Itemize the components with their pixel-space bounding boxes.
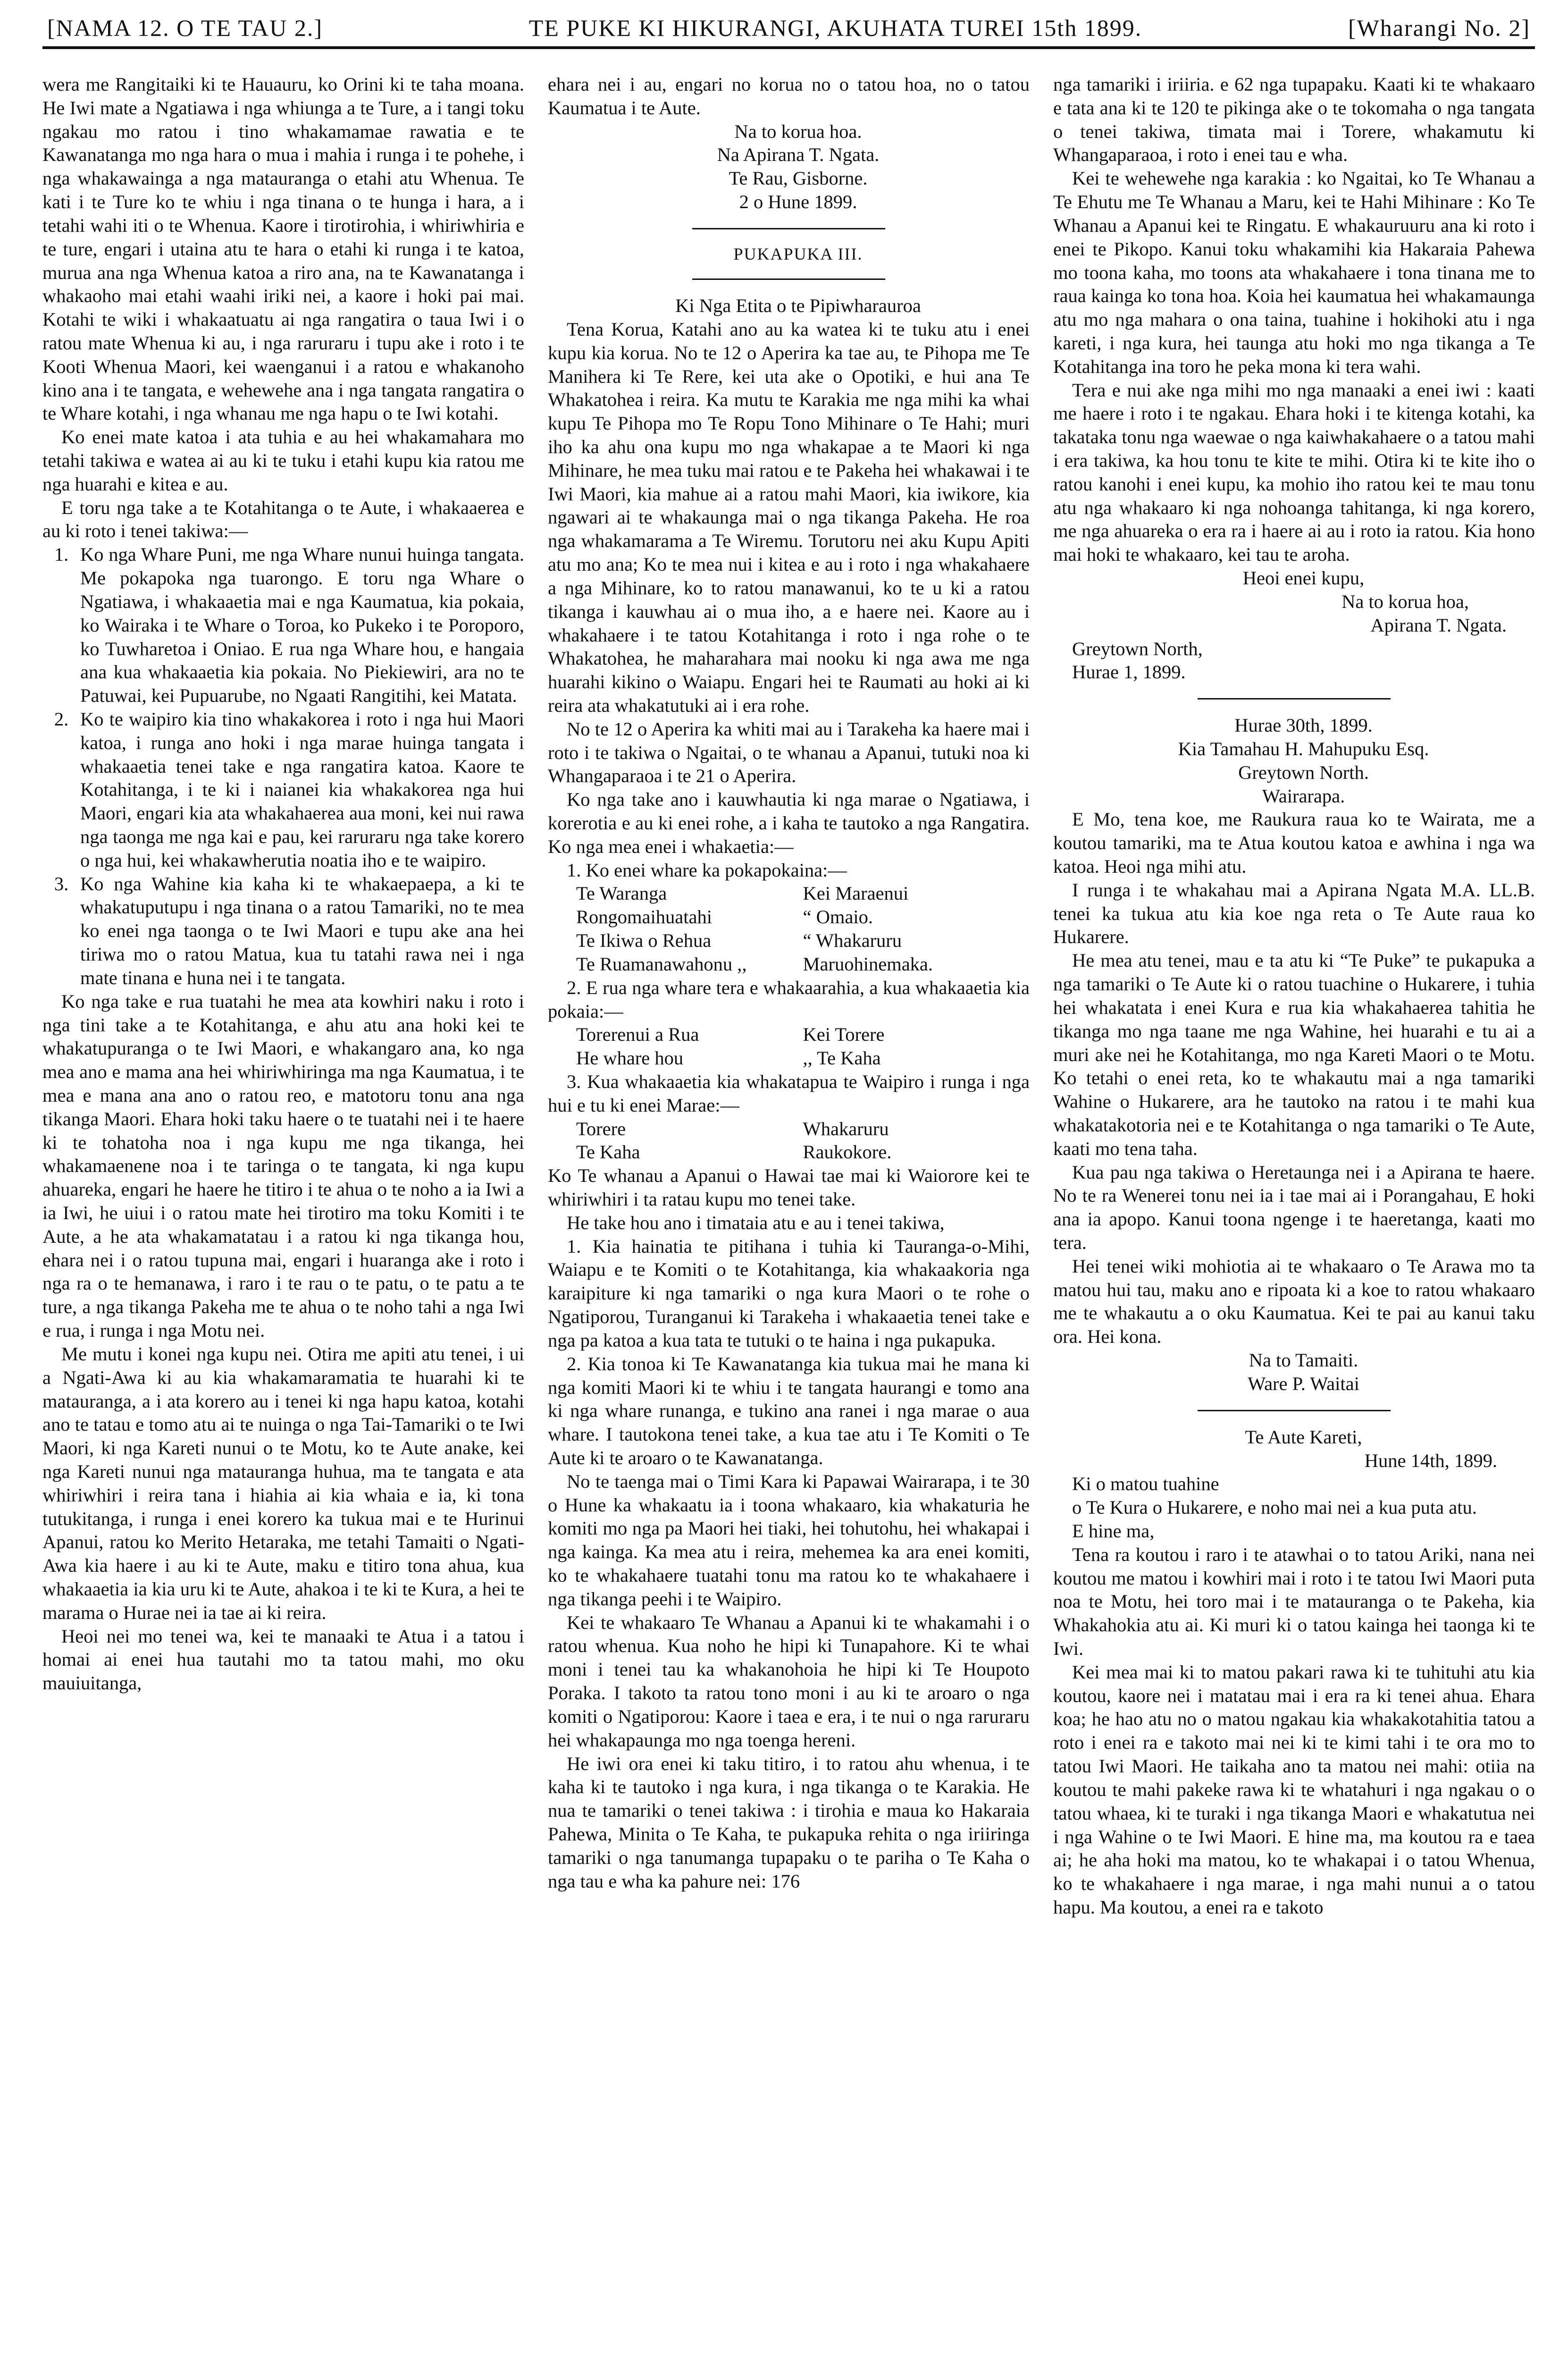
letter-heading: Ki Nga Etita o te Pipiwharauroa (675, 295, 921, 317)
address-line: Wairarapa. (1262, 785, 1345, 807)
paragraph: Ko Te whanau a Apanui o Hawai tae mai ki Waiorore kei te whiriwhiri i ta ratau kupu mo tenei take. (548, 1165, 1030, 1210)
section-heading: PUKAPUKA III. (733, 244, 863, 263)
list-row: He whare hou ,, Te Kaha (576, 1047, 881, 1069)
divider (1198, 698, 1390, 700)
list-row: Torere Whakaruru (576, 1118, 889, 1139)
signature-line: 2 o Hune 1899. (739, 191, 857, 213)
paragraph: No te taenga mai o Timi Kara ki Papawai Wairarapa, i te 30 o Hune ka whakaatu ia i toona whakaaro, kia whakaturia he komiti mo nga pa Maori hei tiaki, hei tohutohu, hei whakapai i nga kainga. Ka mea atu i reira, mehemea ka ara enei komiti, ko te whakahaere tuatahi tonu ma ratou ko te whakahaere i nga tikanga peehi i te Waipiro. (548, 1470, 1030, 1610)
paragraph: He mea atu tenei, mau e ta atu ki “Te Puke” te pukapuka a nga tamariki o Te Aute ki o ratou tuachine o Hukarere, i tuhia hei whakatata i enei Kura e rua kia whakahaerea tahitia he tikanga mo nga taane me nga Wahine, hei huarahi e tu ai a muri ake nei he Kotahitanga, mo nga Kareti Maori o te Motu. Ko tetahi o enei reta, ko te whakautu mai a nga tamariki Wahine o Hukarere, ara he tautoko na ratou i te mahi kua whakatakotoria nei e te Kotahitanga o nga tamariki o Te Aute, kaati mo tena taha. (1053, 950, 1535, 1159)
paragraph: Heoi nei mo tenei wa, kei te manaaki te Atua i a tatou i homai ai enei hua tautahi mo ta tatou mahi, mo oku mauiuitanga, (42, 1625, 524, 1694)
divider (692, 228, 885, 229)
paragraph: wera me Rangitaiki ki te Hauauru, ko Orini ki te taha moana. He Iwi mate a Ngatiawa i nga whiunga a te Ture, a i tangi toku ngakau mo ratou i tino whakamamae rawatia e te Kawanatanga mo nga hara o mua i mahia i runga i te pohehe, i nga whakawainga a nga matauranga o etahi atu Whenua. Te kati i te Ture ko te whiu i nga tinana o te hunga i hara, a i tetahi wahi iti o te Whenua. Kaore i tirotirohia, i whiriwhiria e te ture, engari i utaina atu te hara o etahi ki runga i te katoa, murua ana nga Whenua katoa a riro ana, na te Kawanatanga i whakaoho mai etahi waahi iriki nei, a kaore i hoki pai mai. Kotahi te wiki i whakaatuatu ai nga rangatira o taua Iwi i o ratou mate Whenua ki au, i nga raruraru i tupu ake i roto i te Kooti Whenua Maori, kei waenganui i a ratou e whakanoho kino ana i te tangata, e wehewehe ana i nga tangata rangatira o te Whare kotahi, i nga whanau me nga hapu o te Iwi kotahi. (42, 74, 524, 424)
paragraph: nga tamariki i iriiria. e 62 nga tupapaku. Kaati ki te whakaaro e tata ana ki te 120 te pikinga ake o te tokomaha o nga tangata o tenei takiwa, timata mai i Torere, whakamutu ki Whangaparaoa, i roto i enei tau e wha. (1053, 74, 1535, 166)
paragraph: 1. Kia hainatia te pitihana i tuhia ki Tauranga-o-Mihi, Waiapu e te Komiti o te Kotahitanga, kia whakaakoria nga karaipiture ki nga tamariki o nga kura Maori o te rohe o Ngatiporou, Turanganui ki Tarakeha i whakaaetia tenei take e nga pa katoa a kua tata te tutuki o te haina i nga pukapuka. (548, 1235, 1030, 1351)
signature-line: Na to korua hoa. (734, 120, 862, 142)
list-row: Rongomaihuatahi “ Omaio. (576, 906, 873, 928)
salutation: E hine ma, (1072, 1520, 1155, 1542)
paragraph: ehara nei i au, engari no korua no o tatou hoa, no o tatou Kaumatua i te Aute. (548, 74, 1030, 118)
paragraph: He take hou ano i timataia atu e au i tenei takiwa, (567, 1212, 945, 1233)
masthead-title: TE PUKE KI HIKURANGI, AKUHATA TUREI 15th 1899. (528, 15, 1142, 41)
signature-line: Te Rau, Gisborne. (729, 168, 868, 189)
paragraph: He iwi ora enei ki taku titiro, i to ratou ahu whenua, i te kaha ki te tautoko i nga kura, i nga tikanga o te Karakia. He nua te tamariki o tenei takiwa : i tirohia e maua ko Hakaraia Pahewa, Minita o Te Kaha, te pukapuka rehita o nga iriiringa tamariki o nga tanumanga tupapaku o te pariha o Te Kaha o nga tau e wha ka pahure nei: 176 (548, 1753, 1030, 1892)
list-item: 1. Ko nga Whare Puni, me nga Whare nunui huinga tangata. Me pokapoka nga tuarongo. E toru nga Whare o Ngatiawa, i whakaaetia mai e nga Kaumatua, kia pokaia, ko Wairaka i te Whare o Toroa, ko Pukeko i te Poroporo, ko Tuwharetoa i Oniao. E rua nga Whare hou, e hangaia ana kua whakaaetia kia pokaia. No Piekiewiri, ara no te Patuwai, kei Pupuarube, no Ngaati Rangitihi, kei Matata. (54, 544, 524, 707)
paragraph: 2. Kia tonoa ki Te Kawanatanga kia tukua mai he mana ki nga komiti Maori ki te whiu i te tangata haurangi e tomo ana ki nga whare runanga, e tukino ana ranei i nga marae o aua whare. I tautokona tenei take, a kua tae atu i Te Komiti o Te Aute ki te aroaro o te Kawanatanga. (548, 1353, 1030, 1468)
signature-line: Apirana T. Ngata. (1370, 614, 1507, 636)
list-heading: 1. Ko enei whare ka pokapokaina:— (567, 859, 847, 881)
paragraph: Ko nga take ano i kauwhautia ki nga marae o Ngatiawa, i korerotia e au ki enei rohe, a i kaha te tautoko a nga Rangatira. Ko nga mea enei i whakaetia:— (548, 789, 1030, 857)
list-item: 2. Ko te waipiro kia tino whakakorea i roto i nga hui Maori katoa, i runga ano hoki i nga marae huinga tangata i whakaaetia tenei take e nga rangatira katoa. Kaore te Kotahitanga, i te ki i naianei kia whakakorea nga hui Maori, engari kia ata whakahaerea aua moni, kei nui rawa nga taonga me nga kai e pau, kei raruraru nga take korero o nga hui, kei whakawherutia noatia iho e te waipiro. (54, 708, 524, 871)
address-line: Kia Tamahau H. Mahupuku Esq. (1178, 738, 1429, 759)
list-heading: 3. Kua whakaaetia kia whakatapua te Waipiro i runga i nga hui e tu ki enei Marae:— (548, 1070, 1030, 1116)
list-row: Torerenui a Rua Kei Torere (576, 1024, 885, 1045)
divider (1198, 1410, 1390, 1411)
date-line: Te Aute Kareti, (1245, 1426, 1362, 1448)
signature-line: Na to korua hoa, (1342, 590, 1469, 612)
paragraph: Ko nga take e rua tuatahi he mea ata kowhiri naku i roto i nga tini take a te Kotahitanga, e ahu atu ana hoki kei te whakatupuranga o te Iwi Maori, e whakangaro ana, ko nga mea ano e mama ana hei whiriwhiringa ma nga Kaumatua, i te mea e mana ana ano o ratou reo, e matotoru tonu ana nga tikanga Maori. Ehara hoki taku haere o te tuatahi nei i te haere ki te tohatoha noa i nga kupu me nga tikanga, hei whakamaenene noa i te taringa o te tangata, ki nga kupu ahuareka, engari he haere he titiro i te ahua o te noho a ia Iwi a ia Iwi, he uiui i o ratou mate hei tirotiro ma toku Komiti i te Aute, a he ata whakamatatau i a ratou ki nga tikanga hou, ehara nei i o ratou tupuna mai, engari i huaranga ake i roto i nga ra o te hemanawa, i raro i te rau o te patu, o te patu a te ture, a nga tikanga Pakeha me te ahua o te noho tahi a nga Iwi e rua, i runga i nga Motu nei. (42, 990, 524, 1341)
paragraph: Tera e nui ake nga mihi mo nga manaaki a enei iwi : kaati me haere i roto i te ngakau. Ehara hoki i te kitenga kotahi, ka takataka tonu nga waewae o nga kaiwhakahaere o a tatou mahi i era takiwa, ka hou tonu te kite te mihi. Otira ki te kite iho o ratou kanohi i enei kupu, ka mohio iho ratou kei te mau tonu atu nga whakaaro ki nga nohoanga tahitanga, ki nga korero, me nga ahuareka o era ra i haere ai au i roto ia ratou. Kia hono mai hoki te whakaaro, kei tau te aroha. (1053, 379, 1535, 565)
signature-line: Na Apirana T. Ngata. (717, 144, 880, 166)
list-row: Te Kaha Raukokore. (576, 1141, 892, 1163)
paragraph: Kua pau nga takiwa o Heretaunga nei i a Apirana te haere. No te ra Wenerei tonu nei ia i tae mai ai i Porangahau, E hoki ana ia apopo. Kanui toona ngenge i te haeretanga, kaati mo tera. (1053, 1161, 1535, 1253)
list-row: Te Ruamanawahonu ,, Maruohinemaka. (576, 953, 933, 975)
list-item: 3. Ko nga Wahine kia kaha ki te whakaepaepa, a ki te whakatuputupu i nga tinana o a ratou Tamariki, no te mea ko enei nga taonga o te Iwi Maori e tupu ake ana hei tiriwa mo o ratou Matua, kua tu tatahi rawa nei i nga mate tinana e huna nei i te tangata. (54, 873, 524, 988)
column-3 (1053, 73, 1535, 2360)
paragraph: Tena Korua, Katahi ano au ka watea ki te tuku atu i enei kupu kia korua. No te 12 o Aperira ka tae au, te Pihopa me Te Manihera ki Te Rere, kei uta ake o Opotiki, e hui ana Te Whakatohea i reira. Ka mutu te Karakia me nga mihi ka whai kupu Te Pihopa mo Te Ropu Tono Mihinare o Te Hahi; muri iho ka ahu ona kupu mo nga whakapae a te Maori ki nga Mihinare, he mea tuku mai ratou e te Pakeha hei whakawai i te Iwi Maori, kia mahue ai a ratou mahi Maori, kia iwikore, kia ngawari ai te whakaunga mai o nga tikanga Pakeha. He roa nga whakamarama a Te Wiremu. Torutoru nei aku Kupu Apiti atu mo ana; Ko te mea nui i kitea e au i roto i nga whakahaere a nga Mihinare, ko to ratou manawanui, ko te u ki a ratou tikanga i kauwhau ai o mua iho, a e haere nei. Kaore au i whakahaere i te tatou Kotahitanga i roto i nga rohe o te Whakatohea, he maharahara mai nooku ki nga awa me nga huarahi kikino o Waiapu. Engari hei te Raumati au hoki ai ki reira ata whakatutuki ai i era rohe. (548, 318, 1030, 716)
column-2 (548, 73, 1030, 2360)
columns (42, 73, 1535, 2360)
paragraph: Kei te whakaaro Te Whanau a Apanui ki te whakamahi i o ratou whenua. Kua noho he hipi ki Tunapahore. Ki te whai moni i tenei tau ka whakanohoia he hipi ki Te Houpoto Poraka. I takoto ta ratou tono moni i au ki te aroaro o nga komiti o Ngatiporou: Kaore i taea e era, i te nui o nga raruraru hei whakapaunga mo nga toenga hereni. (548, 1611, 1030, 1751)
page-header (42, 14, 1535, 49)
paragraph: Kei mea mai ki to matou pakari rawa ki te tuhituhi atu kia koutou, kaore nei i matatau mai i era ra ki tenei ahua. Ehara koa; he hao atu no o matou ngakau kia whakakotahitia tatou a roto i enei ra e takoto mai nei ki te kimi tahi i te ora mo to tatou Iwi Maori. He taikaha ano ta matou nei mahi: otiia na koutou te mahi pakeke rawa ki te whatahuri i nga ngakau o o tatou whaea, ki te turaki i nga tikanga Maori e whakatutua nei i nga Wahine o te Iwi Maori. E hine ma, ma koutou ra e taea ai; he aha hoki ma matou, ko te whakapai i o tatou Whenua, ko te whakahaere i nga marae, i nga mahi nunui a o tatou hapu. Ma koutou, a enei ra e takoto (1053, 1661, 1535, 1918)
place-line: Greytown North, (1072, 638, 1203, 659)
paragraph: Me mutu i konei nga kupu nei. Otira me apiti atu tenei, i ui a Ngati-Awa ki au kia whakamaramatia te huarahi ki te matauranga, a i ata korero au i tenei ki nga hapu katoa, kotahi ano te tatau e tomo atu ai te nuinga o nga Tai-Tamariki o te Iwi Maori, ki nga Kareti nunui o te Motu, ko te Aute anake, kei nga Kareti nunui nga matauranga huhua, ma te tangata e ata whiriwhiri i reira tana i hiahia ai kia whaia e ia, ki tona tutukitanga, i runga i enei korero ka tukua mai e te Hurinui Apanui, ratou ko Merito Hetaraka, me tetahi Tamaiti o Ngati-Awa kia haere i au ki te Aute, maku e titiro tona ahua, kua whakaaetia ia kia uru ki te Aute, ahakoa i te ki te Kura, a hei te marama o Hurae nei ia tae ai ki reira. (42, 1343, 524, 1623)
signature-line: Na to Tamaiti. (1249, 1349, 1358, 1371)
address-line: Greytown North. (1238, 761, 1369, 783)
paragraph: Kei te wehewehe nga karakia : ko Ngaitai, ko Te Whanau a Te Ehutu me Te Whanau a Maru, kei te Hahi Mihinare : Ko Te Whanau a Apanui kei te Ringatu. E whakauruuru ana ki roto i enei te Pikopo. Kanui toku whakamihi kia Hakaraia Pahewa mo toona kaha, mo toons ata whakahaere i tona tinana me to raua kainga ko tona hoa. Koia hei kaumatua hei whakamaunga atu mo nga mahara o ona taina, tuahine i hokihoki atu i nga kareti, i nga kura, hei taunga atu hoki mo nga tikanga a Te Kotahitanga ina toro he peka mona ki tera wahi. (1053, 168, 1535, 377)
column-1 (42, 73, 524, 2360)
paragraph: Tena ra koutou i raro i te atawhai o to tatou Ariki, nana nei koutou me matou i kowhiri mai i roto i te tatou Iwi Maori puta noa te Motu, hei toro mai i te matauranga o te Pakeha, kia Whakahokia atu ai. Ki muri ki o tatou kainga hei taonga ki te Iwi. (1053, 1543, 1535, 1659)
paragraph: Hei tenei wiki mohiotia ai te whakaaro o Te Arawa mo ta matou hui tau, maku ano e ripoata ki a koe to ratou whakaaro me te whakautu a o oku Kaumatua. Kei te pai au kanui taku ora. Hei kona. (1053, 1255, 1535, 1348)
signature-line: Ware P. Waitai (1248, 1373, 1359, 1394)
paragraph: Ko enei mate katoa i ata tuhia e au hei whakamahara mo tetahi takiwa e watea ai au ki te tuku i etahi kupu kia ratou me nga huarahi e kitea e au. (42, 426, 524, 495)
signature-line: Heoi enei kupu, (1242, 567, 1365, 589)
paragraph: E toru nga take a te Kotahitanga o te Aute, i whakaaerea e au ki roto i tenei takiwa:— (42, 497, 524, 542)
paragraph: No te 12 o Aperira ka whiti mai au i Tarakeha ka haere mai i roto i te takiwa o Ngaitai, o te whanau a Apanui, tutuki noa ki Whangaparaoa i te 21 o Aperira. (548, 718, 1030, 787)
address-line: Ki o matou tuahine (1072, 1473, 1219, 1495)
list-row: Te Ikiwa o Rehua “ Whakaruru (576, 930, 902, 952)
date-line: Hurae 1, 1899. (1072, 661, 1186, 683)
list-row: Te Waranga Kei Maraenui (576, 883, 909, 904)
page-number: [Wharangi No. 2] (1348, 15, 1530, 41)
divider (692, 278, 885, 280)
list-heading: 2. E rua nga whare tera e whakaarahia, a kua whakaaetia kia pokaia:— (548, 977, 1030, 1022)
paragraph: E Mo, tena koe, me Raukura raua ko te Wairata, me a koutou tamariki, ma te Atua koutou katoa e awhina i nga wa katoa. Heoi nga mihi atu. (1053, 809, 1535, 877)
paragraph: I runga i te whakahau mai a Apirana Ngata M.A. LL.B. tenei ka tukua atu kia koe nga reta o Te Aute raua ko Hukarere. (1053, 879, 1535, 948)
date-line: Hune 14th, 1899. (1364, 1450, 1497, 1471)
address-line: o Te Kura o Hukarere, e noho mai nei a kua puta atu. (1072, 1497, 1477, 1518)
date-line: Hurae 30th, 1899. (1234, 715, 1373, 736)
issue-number: [NAMA 12. O TE TAU 2.] (47, 15, 323, 41)
